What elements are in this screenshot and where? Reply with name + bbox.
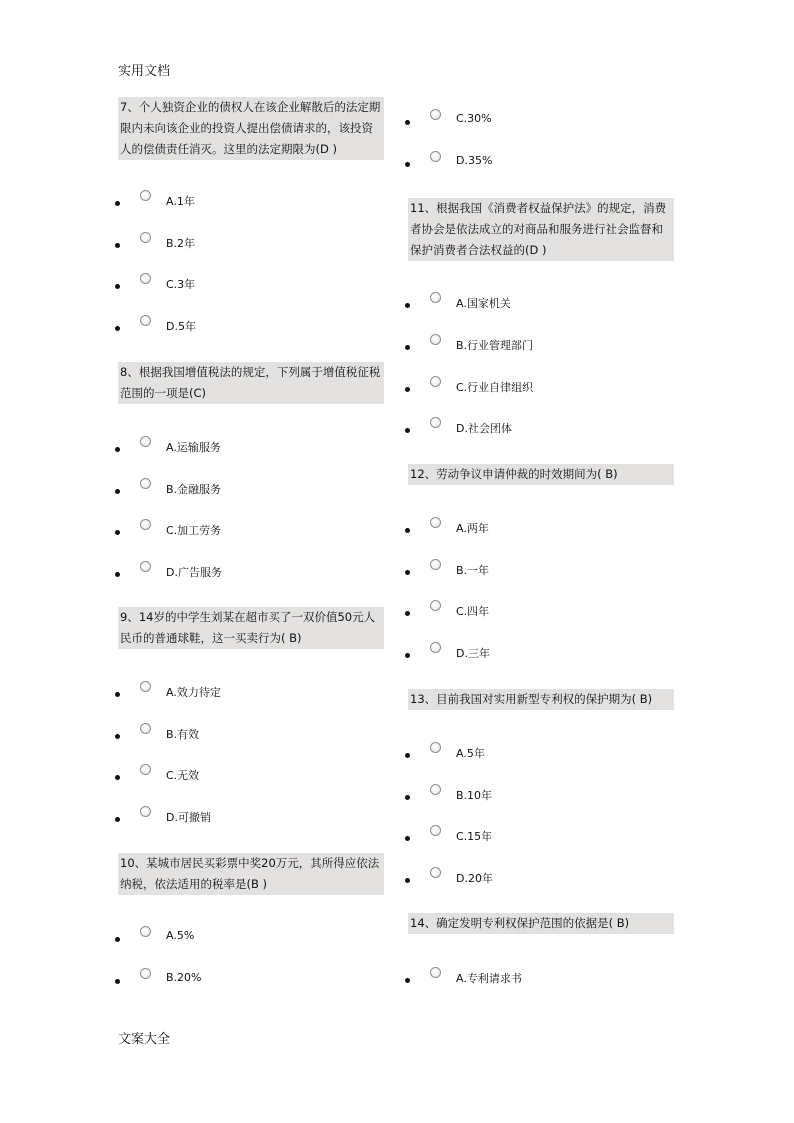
radio-button[interactable]	[430, 642, 441, 653]
option-label: A.效力待定	[166, 686, 221, 699]
radio-button[interactable]	[430, 867, 441, 878]
option-label: D.35%	[456, 154, 493, 167]
option-8d[interactable]	[118, 561, 378, 583]
radio-button[interactable]	[140, 519, 151, 530]
question-10: 10、某城市居民买彩票中奖20万元，其所得应依法纳税，依法适用的税率是(B )	[118, 853, 384, 895]
option-label: B.金融服务	[166, 483, 222, 496]
option-13d[interactable]	[408, 867, 668, 889]
radio-button[interactable]	[140, 478, 151, 489]
option-7c[interactable]	[118, 273, 378, 295]
radio-button[interactable]	[430, 784, 441, 795]
option-label: B.有效	[166, 728, 200, 741]
radio-button[interactable]	[140, 968, 151, 979]
radio-button[interactable]	[140, 764, 151, 775]
option-12a[interactable]	[408, 517, 668, 539]
radio-button[interactable]	[430, 417, 441, 428]
radio-button[interactable]	[430, 151, 441, 162]
radio-button[interactable]	[140, 436, 151, 447]
bullet	[405, 428, 410, 433]
page-header: 实用文档	[118, 64, 171, 79]
bullet	[115, 530, 120, 535]
question-12: 12、劳动争议申请仲裁的时效期间为( B)	[408, 464, 674, 485]
option-label: D.广告服务	[166, 566, 222, 579]
radio-button[interactable]	[140, 926, 151, 937]
bullet	[115, 775, 120, 780]
option-label: B.2年	[166, 237, 196, 250]
option-7d[interactable]	[118, 315, 378, 337]
bullet	[115, 447, 120, 452]
option-9c[interactable]	[118, 764, 378, 786]
bullet	[115, 937, 120, 942]
radio-button[interactable]	[430, 517, 441, 528]
option-8c[interactable]	[118, 519, 378, 541]
option-label: D.20年	[456, 872, 493, 885]
bullet	[405, 303, 410, 308]
bullet	[115, 979, 120, 984]
option-label: C.加工劳务	[166, 524, 222, 537]
option-label: A.运输服务	[166, 441, 221, 454]
option-11d[interactable]	[408, 417, 668, 439]
option-9d[interactable]	[118, 806, 378, 828]
question-9: 9、14岁的中学生刘某在超市买了一双价值50元人民币的普通球鞋，这一买卖行为( B)	[118, 607, 384, 649]
bullet	[405, 978, 410, 983]
radio-button[interactable]	[430, 967, 441, 978]
bullet	[405, 570, 410, 575]
question-11: 11、根据我国《消费者权益保护法》的规定，消费者协会是依法成立的对商品和服务进行社会监督和保护消费者合法权益的(D )	[408, 198, 674, 261]
option-8a[interactable]	[118, 436, 378, 458]
radio-button[interactable]	[430, 334, 441, 345]
option-12b[interactable]	[408, 559, 668, 581]
radio-button[interactable]	[140, 232, 151, 243]
option-7a[interactable]	[118, 190, 378, 212]
option-12c[interactable]	[408, 600, 668, 622]
option-label: C.行业自律组织	[456, 381, 534, 394]
option-7b[interactable]	[118, 232, 378, 254]
radio-button[interactable]	[430, 109, 441, 120]
option-label: C.3年	[166, 278, 196, 291]
bullet	[115, 284, 120, 289]
option-label: C.30%	[456, 112, 492, 125]
radio-button[interactable]	[430, 742, 441, 753]
option-10a[interactable]	[118, 926, 378, 948]
option-11a[interactable]	[408, 292, 668, 314]
option-label: C.无效	[166, 769, 200, 782]
option-13b[interactable]	[408, 784, 668, 806]
option-label: A.5年	[456, 747, 485, 760]
radio-button[interactable]	[430, 825, 441, 836]
option-label: B.20%	[166, 971, 202, 984]
bullet	[405, 753, 410, 758]
option-9a[interactable]	[118, 681, 378, 703]
radio-button[interactable]	[140, 681, 151, 692]
option-10c[interactable]	[408, 109, 668, 131]
radio-button[interactable]	[430, 292, 441, 303]
option-label: D.三年	[456, 647, 490, 660]
option-label: B.一年	[456, 564, 490, 577]
question-8: 8、根据我国增值税法的规定，下列属于增值税征税范围的一项是(C)	[118, 362, 384, 404]
option-13c[interactable]	[408, 825, 668, 847]
page-footer: 文案大全	[118, 1032, 171, 1047]
option-label: D.社会团体	[456, 422, 512, 435]
bullet	[115, 734, 120, 739]
radio-button[interactable]	[430, 559, 441, 570]
question-7: 7、个人独资企业的债权人在该企业解散后的法定期限内未向该企业的投资人提出偿债请求的，该投资人的偿债责任消灭。这里的法定期限为(D )	[118, 97, 384, 160]
bullet	[115, 489, 120, 494]
option-label: A.专利请求书	[456, 972, 522, 985]
radio-button[interactable]	[140, 315, 151, 326]
bullet	[405, 120, 410, 125]
option-label: A.5%	[166, 929, 195, 942]
bullet	[405, 836, 410, 841]
bullet	[115, 692, 120, 697]
option-label: A.两年	[456, 522, 489, 535]
option-label: C.四年	[456, 605, 490, 618]
option-8b[interactable]	[118, 478, 378, 500]
option-label: C.15年	[456, 830, 493, 843]
bullet	[115, 243, 120, 248]
bullet	[115, 572, 120, 577]
option-label: A.国家机关	[456, 297, 511, 310]
radio-button[interactable]	[140, 190, 151, 201]
radio-button[interactable]	[140, 273, 151, 284]
bullet	[115, 326, 120, 331]
option-label: D.可撤销	[166, 811, 211, 824]
bullet	[405, 795, 410, 800]
radio-button[interactable]	[430, 600, 441, 611]
option-10d[interactable]	[408, 151, 668, 173]
bullet	[405, 653, 410, 658]
bullet	[115, 817, 120, 822]
option-13a[interactable]	[408, 742, 668, 764]
option-12d[interactable]	[408, 642, 668, 664]
option-label: A.1年	[166, 195, 195, 208]
option-11b[interactable]	[408, 334, 668, 356]
option-label: D.5年	[166, 320, 196, 333]
option-11c[interactable]	[408, 376, 668, 398]
option-label: B.行业管理部门	[456, 339, 534, 352]
bullet	[405, 162, 410, 167]
bullet	[405, 387, 410, 392]
option-14a[interactable]	[408, 967, 668, 989]
bullet	[405, 528, 410, 533]
option-10b[interactable]	[118, 968, 378, 990]
radio-button[interactable]	[140, 806, 151, 817]
bullet	[405, 878, 410, 883]
bullet	[405, 611, 410, 616]
question-13: 13、目前我国对实用新型专利权的保护期为( B)	[408, 689, 674, 710]
option-label: B.10年	[456, 789, 493, 802]
radio-button[interactable]	[140, 561, 151, 572]
radio-button[interactable]	[140, 723, 151, 734]
radio-button[interactable]	[430, 376, 441, 387]
bullet	[405, 345, 410, 350]
bullet	[115, 201, 120, 206]
option-9b[interactable]	[118, 723, 378, 745]
question-14: 14、确定发明专利权保护范围的依据是( B)	[408, 913, 674, 934]
